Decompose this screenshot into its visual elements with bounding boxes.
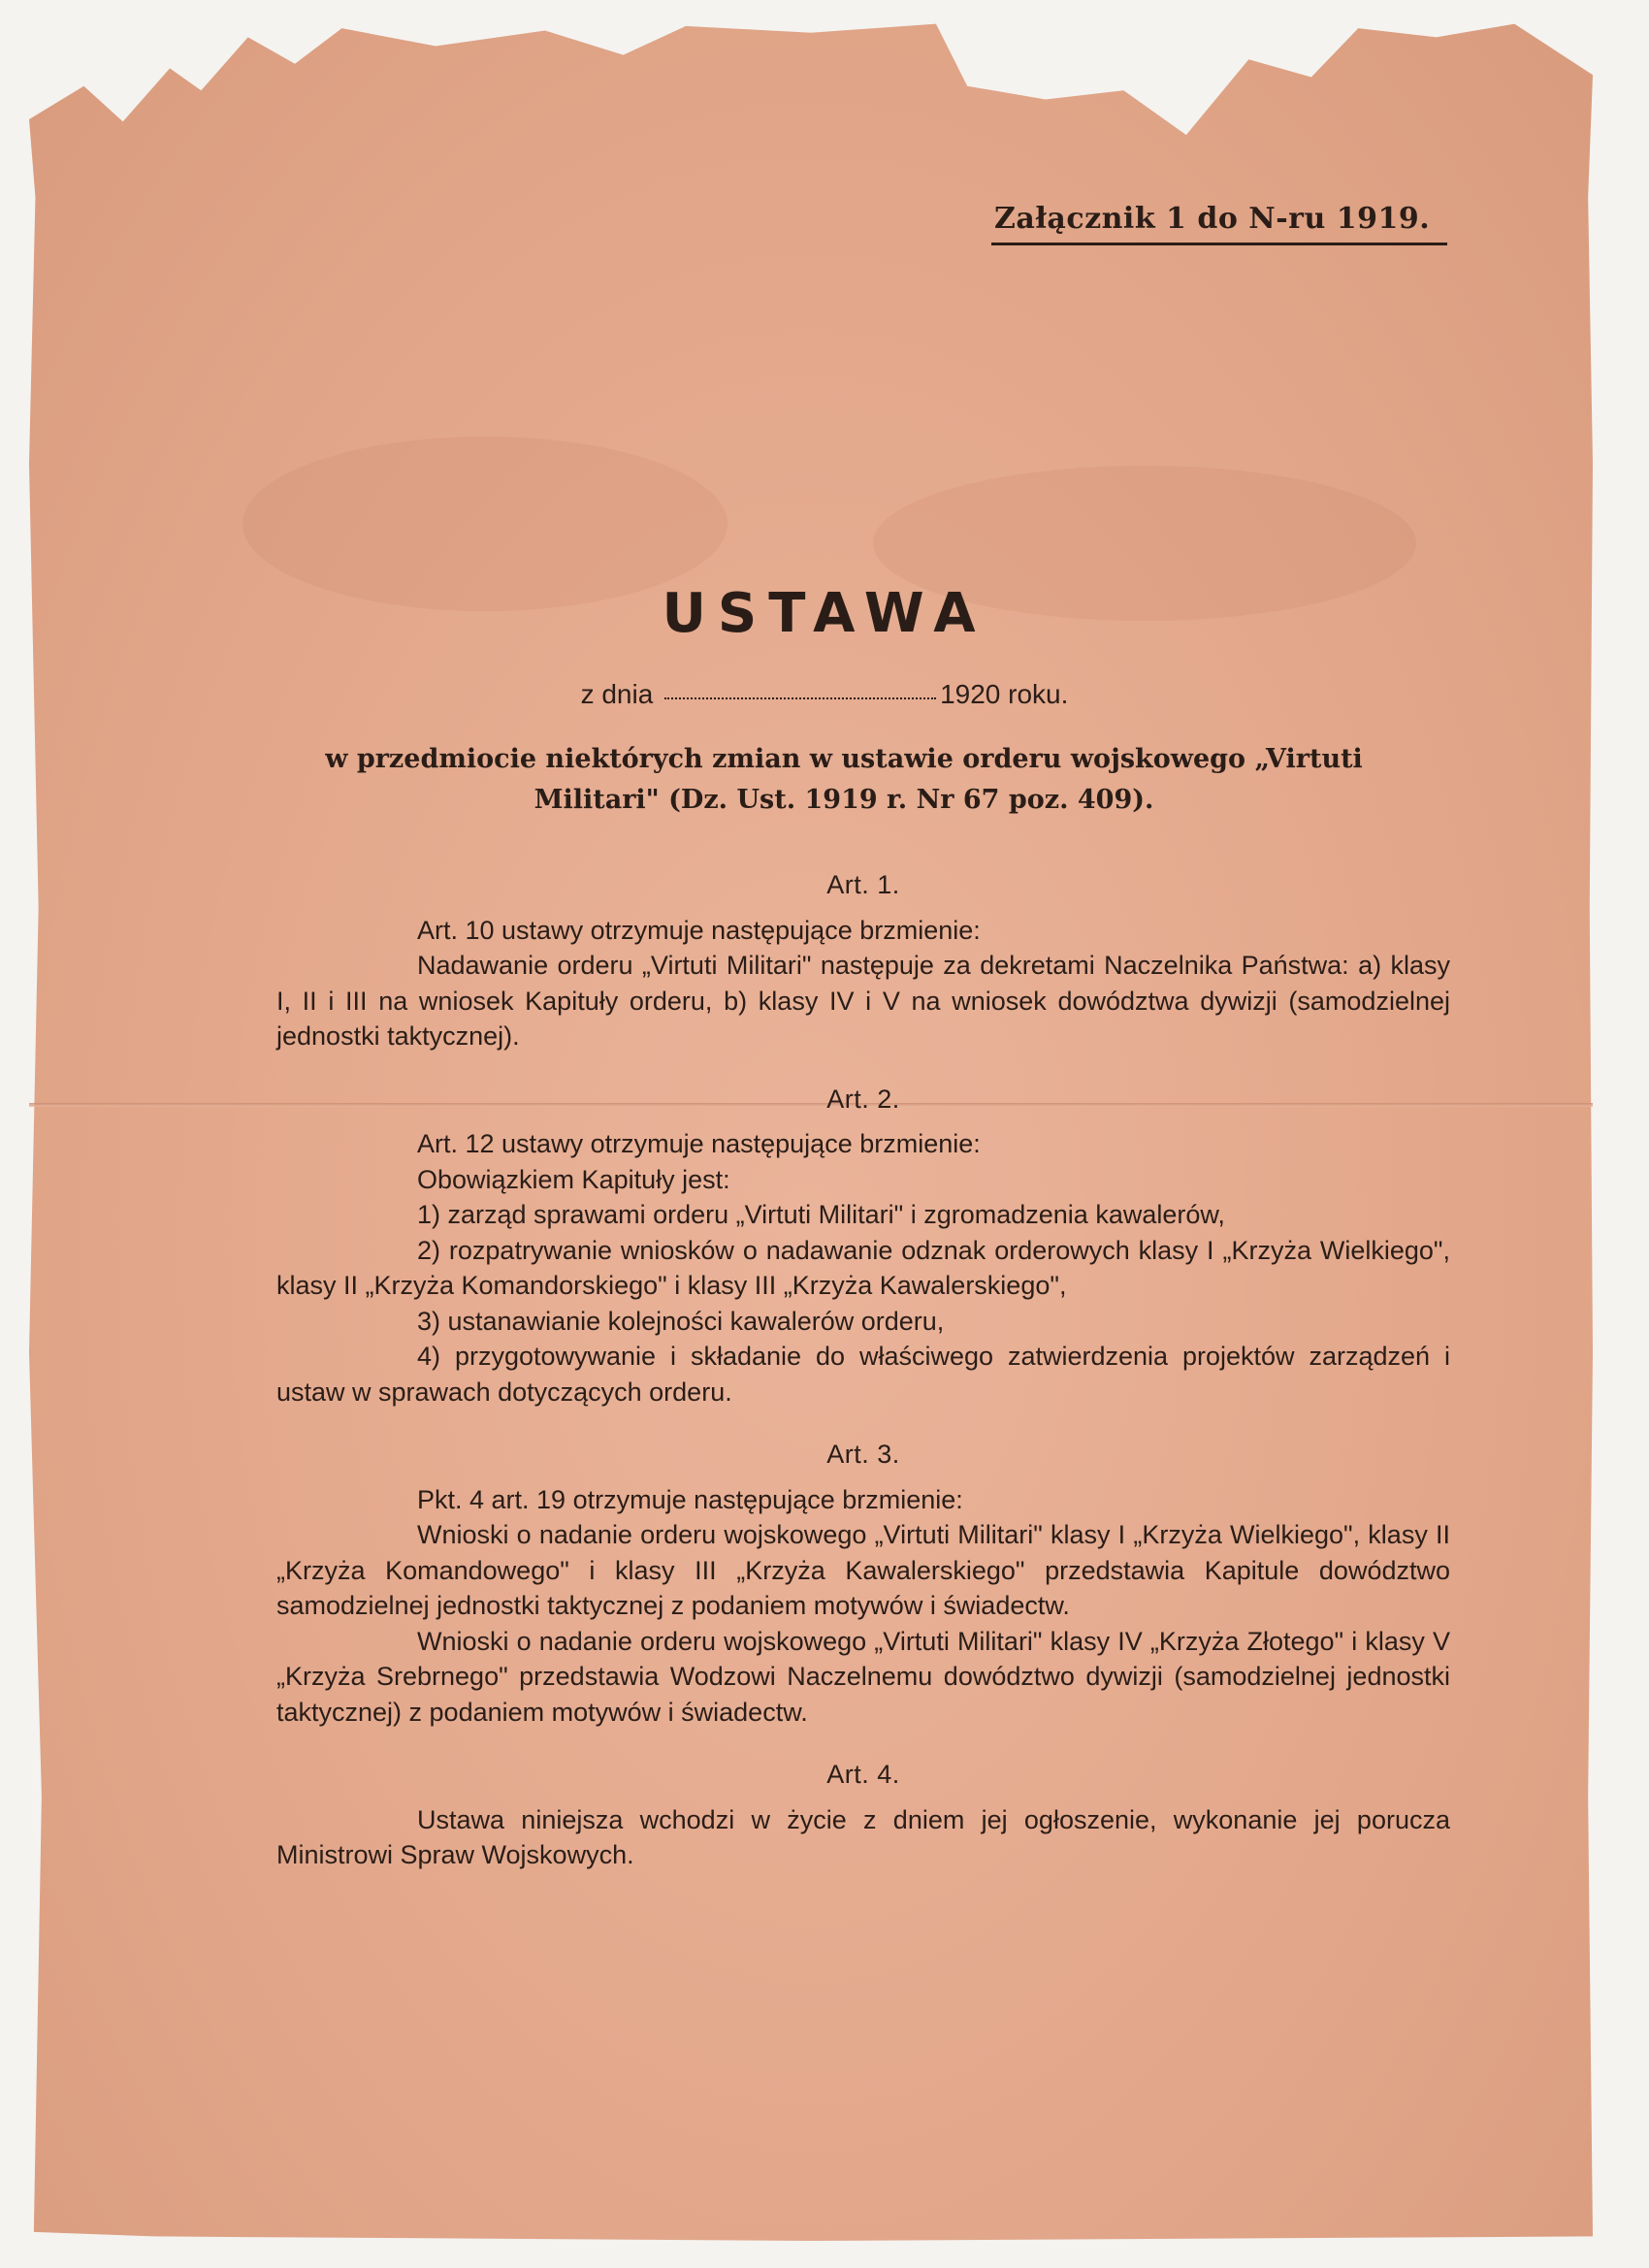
article-paragraph: 1) zarząd sprawami orderu „Virtuti Militari" i zgromadzenia kawalerów, <box>417 1200 1225 1229</box>
date-suffix: roku. <box>1008 679 1069 709</box>
article-paragraph: Wnioski o nadanie orderu wojskowego „Virtuti Militari" klasy I „Krzyża Wielkiego", klasy II „Krzyża Komandowego" i klasy III „Krzyża Kawalerskiego" przedstawia Kapitule dowództwo samodzielnej jednostki taktycznej z podaniem motywów i świadectw. <box>276 1520 1450 1620</box>
document-subject: w przedmiocie niektórych zmian w ustawie orderu wojskowego „Virtuti Militari" (Dz. Ust. 1919 r. Nr 67 poz. 409). <box>325 744 1363 815</box>
article-heading: Art. 3. <box>826 1440 900 1469</box>
document-title: USTAWA <box>662 582 987 645</box>
annex-label: Załącznik 1 do N-ru 1919. <box>994 202 1431 236</box>
date-prefix: z dnia <box>580 679 654 709</box>
article-lead: Art. 10 ustawy otrzymuje następujące brzmienie: <box>417 915 981 945</box>
article-paragraph: Obowiązkiem Kapituły jest: <box>417 1164 730 1194</box>
article-paragraph: Wnioski o nadanie orderu wojskowego „Virtuti Militari" klasy IV „Krzyża Złotego" i klasy V „Krzyża Srebrnego" przedstawia Wodzowi Naczelnemu dowództwo dywizji (samodzielnej jednostki taktycznej) z podaniem motywów i świadectw. <box>276 1626 1450 1727</box>
article-paragraph: 4) przygotowywanie i składanie do właściwego zatwierdzenia projektów zarządzeń i ustaw w sprawach dotyczących orderu. <box>276 1342 1450 1407</box>
article-heading: Art. 2. <box>826 1084 900 1114</box>
article-paragraph: Nadawanie orderu „Virtuti Militari" następuje za dekretami Naczelnika Państwa: a) klasy I, II i III na wniosek Kapituły orderu, b) klasy IV i V na wniosek dowództwa dywizji (samodzielnej jednostki taktycznej). <box>276 951 1450 1051</box>
article-lead: Art. 12 ustawy otrzymuje następujące brzmienie: <box>417 1129 981 1158</box>
article-heading: Art. 1. <box>826 870 900 899</box>
date-blank <box>664 697 936 699</box>
date-line <box>0 679 1649 710</box>
article-paragraph: Ustawa niniejsza wchodzi w życie z dniem jej ogłoszenie, wykonanie jej porucza Ministrowi Spraw Wojskowych. <box>276 1804 1450 1869</box>
document-body <box>276 854 1450 1873</box>
article-paragraph: 3) ustanawianie kolejności kawalerów orderu, <box>417 1306 945 1336</box>
date-year: 1920 <box>940 679 1001 709</box>
article-paragraph: 2) rozpatrywanie wniosków o nadawanie odznak orderowych klasy I „Krzyża Wielkiego", klasy II „Krzyża Komandorskiego" i klasy III „Krzyża Kawalerskiego", <box>276 1235 1450 1300</box>
article-heading: Art. 4. <box>826 1760 900 1789</box>
article-lead: Pkt. 4 art. 19 otrzymuje następujące brzmienie: <box>417 1484 963 1514</box>
annex-underline <box>991 243 1447 245</box>
